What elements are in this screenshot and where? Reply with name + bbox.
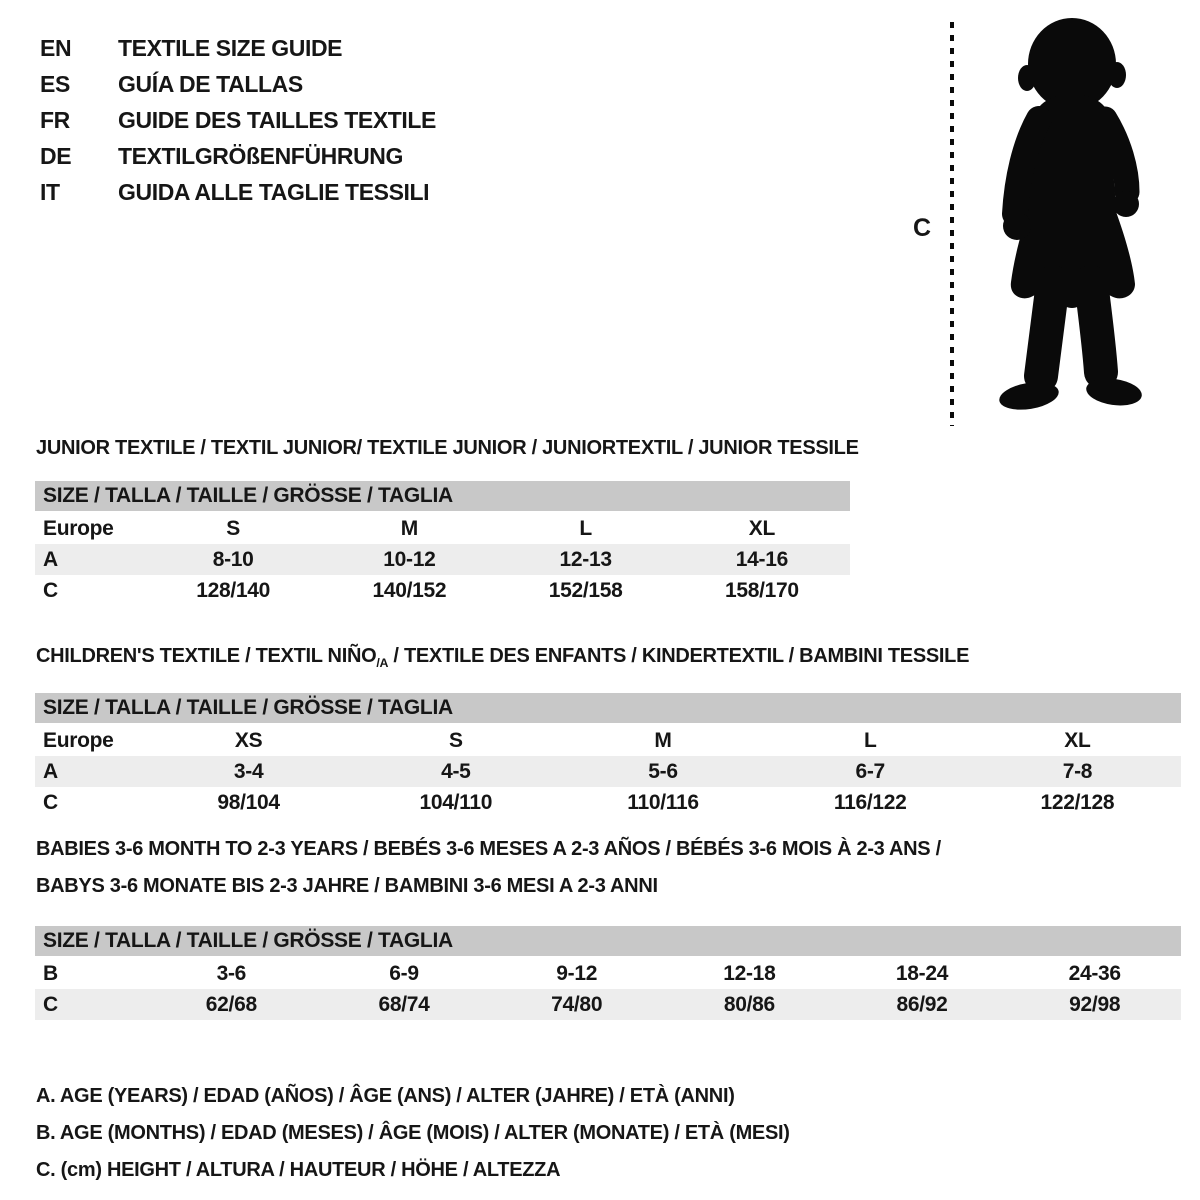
guide-title: GUIDA ALLE TAGLIE TESSILI bbox=[118, 179, 430, 205]
children-size-table bbox=[35, 693, 1181, 818]
size-cell: 12-18 bbox=[723, 962, 776, 985]
guide-title: GUÍA DE TALLAS bbox=[118, 71, 303, 97]
guide-title: GUIDE DES TAILLES TEXTILE bbox=[118, 107, 436, 133]
size-cell: XS bbox=[234, 729, 263, 752]
section-title-line: BABIES 3-6 MONTH TO 2-3 YEARS / BEBÉS 3-6 MESES A 2-3 AÑOS / BÉBÉS 3-6 MOIS À 2-3 ANS / bbox=[36, 838, 941, 860]
table-row bbox=[35, 513, 850, 544]
row-label: Europe bbox=[43, 517, 114, 540]
table-row bbox=[35, 544, 850, 575]
size-header-bar: SIZE / TALLA / TAILLE / GRÖSSE / TAGLIA bbox=[35, 926, 1181, 956]
size-cell: 5-6 bbox=[648, 760, 678, 783]
row-label: A bbox=[43, 760, 58, 783]
size-cell: 14-16 bbox=[735, 548, 788, 571]
size-cell: 8-10 bbox=[212, 548, 254, 571]
table-rows bbox=[35, 513, 850, 606]
size-cell: M bbox=[654, 729, 672, 752]
language-code: IT bbox=[40, 179, 60, 205]
legend-line: A. AGE (YEARS) / EDAD (AÑOS) / ÂGE (ANS) / ALTER (JAHRE) / ETÀ (ANNI) bbox=[36, 1085, 735, 1107]
guide-title: TEXTILGRÖßENFÜHRUNG bbox=[118, 143, 403, 169]
toddler-silhouette-icon bbox=[895, 8, 1185, 428]
size-cell: 86/92 bbox=[896, 993, 948, 1016]
size-cell: M bbox=[400, 517, 418, 540]
size-cell: 74/80 bbox=[551, 993, 603, 1016]
legend-line: C. (cm) HEIGHT / ALTURA / HAUTEUR / HÖHE / ALTEZZA bbox=[36, 1159, 561, 1181]
table-row bbox=[35, 958, 1181, 989]
table-row bbox=[35, 756, 1181, 787]
size-cell: S bbox=[448, 729, 463, 752]
children-section-title bbox=[36, 638, 969, 682]
size-cell: 6-9 bbox=[389, 962, 419, 985]
table-row bbox=[35, 575, 850, 606]
size-cell: 4-5 bbox=[441, 760, 471, 783]
language-row bbox=[40, 174, 436, 210]
junior-size-table bbox=[35, 481, 850, 606]
size-header-bar: SIZE / TALLA / TAILLE / GRÖSSE / TAGLIA bbox=[35, 481, 850, 511]
size-cell: L bbox=[863, 729, 877, 752]
size-header-bar: SIZE / TALLA / TAILLE / GRÖSSE / TAGLIA bbox=[35, 693, 1181, 723]
babies-size-table bbox=[35, 926, 1181, 1020]
section-title-line: JUNIOR TEXTILE / TEXTIL JUNIOR/ TEXTILE JUNIOR / JUNIORTEXTIL / JUNIOR TESSILE bbox=[36, 437, 859, 459]
language-row bbox=[40, 102, 436, 138]
height-measure-label: C bbox=[913, 214, 932, 242]
language-row bbox=[40, 30, 436, 66]
row-label: C bbox=[43, 993, 58, 1016]
babies-section-title bbox=[36, 831, 941, 905]
row-label: A bbox=[43, 548, 58, 571]
size-cell: 62/68 bbox=[205, 993, 257, 1016]
legend-line: B. AGE (MONTHS) / EDAD (MESES) / ÂGE (MOIS) / ALTER (MONATE) / ETÀ (MESI) bbox=[36, 1122, 790, 1144]
size-cell: L bbox=[579, 517, 592, 540]
junior-section-title bbox=[36, 430, 859, 467]
size-cell: 104/110 bbox=[419, 791, 493, 814]
size-cell: 158/170 bbox=[724, 579, 799, 602]
row-label: B bbox=[43, 962, 58, 985]
size-cell: S bbox=[226, 517, 240, 540]
size-cell: 92/98 bbox=[1069, 993, 1121, 1016]
language-code: EN bbox=[40, 35, 72, 61]
size-cell: 24-36 bbox=[1068, 962, 1121, 985]
table-rows bbox=[35, 725, 1181, 818]
size-cell: 7-8 bbox=[1062, 760, 1093, 783]
size-cell: 3-6 bbox=[216, 962, 247, 985]
section-title-line: BABYS 3-6 MONATE BIS 2-3 JAHRE / BAMBINI 3-6 MESI A 2-3 ANNI bbox=[36, 875, 658, 897]
language-code: DE bbox=[40, 143, 72, 169]
size-cell: 12-13 bbox=[559, 548, 612, 571]
table-row bbox=[35, 725, 1181, 756]
size-cell: 6-7 bbox=[855, 760, 885, 783]
size-cell: 98/104 bbox=[217, 791, 280, 814]
height-figure bbox=[895, 8, 1185, 428]
language-title-list bbox=[40, 30, 436, 210]
size-cell: 10-12 bbox=[383, 548, 436, 571]
language-code: FR bbox=[40, 107, 70, 133]
size-cell: 18-24 bbox=[895, 962, 949, 985]
size-cell: 140/152 bbox=[372, 579, 447, 602]
table-row bbox=[35, 989, 1181, 1020]
size-cell: 116/122 bbox=[833, 791, 907, 814]
size-cell: 80/86 bbox=[723, 993, 775, 1016]
language-code: ES bbox=[40, 71, 70, 97]
measurement-legend bbox=[36, 1078, 790, 1189]
size-cell: 68/74 bbox=[378, 993, 430, 1016]
table-rows bbox=[35, 958, 1181, 1020]
size-cell: 9-12 bbox=[556, 962, 598, 985]
size-cell: 152/158 bbox=[548, 579, 623, 602]
size-cell: 122/128 bbox=[1040, 791, 1115, 814]
row-label: C bbox=[43, 579, 58, 602]
table-row bbox=[35, 787, 1181, 818]
row-label: Europe bbox=[43, 729, 114, 752]
size-cell: XL bbox=[1064, 729, 1091, 752]
section-title-line: CHILDREN'S TEXTILE / TEXTIL $NIÑO_{/A}$ / TEXTILE DES ENFANTS / KINDERTEXTIL / BAMBINI TESSILE bbox=[36, 645, 970, 670]
size-cell: XL bbox=[748, 517, 775, 540]
size-cell: 3-4 bbox=[233, 760, 264, 783]
size-cell: 128/140 bbox=[196, 579, 271, 602]
guide-title: TEXTILE SIZE GUIDE bbox=[118, 35, 343, 61]
row-label: C bbox=[43, 791, 58, 814]
size-cell: 110/116 bbox=[627, 791, 699, 814]
language-row bbox=[40, 138, 436, 174]
language-row bbox=[40, 66, 436, 102]
